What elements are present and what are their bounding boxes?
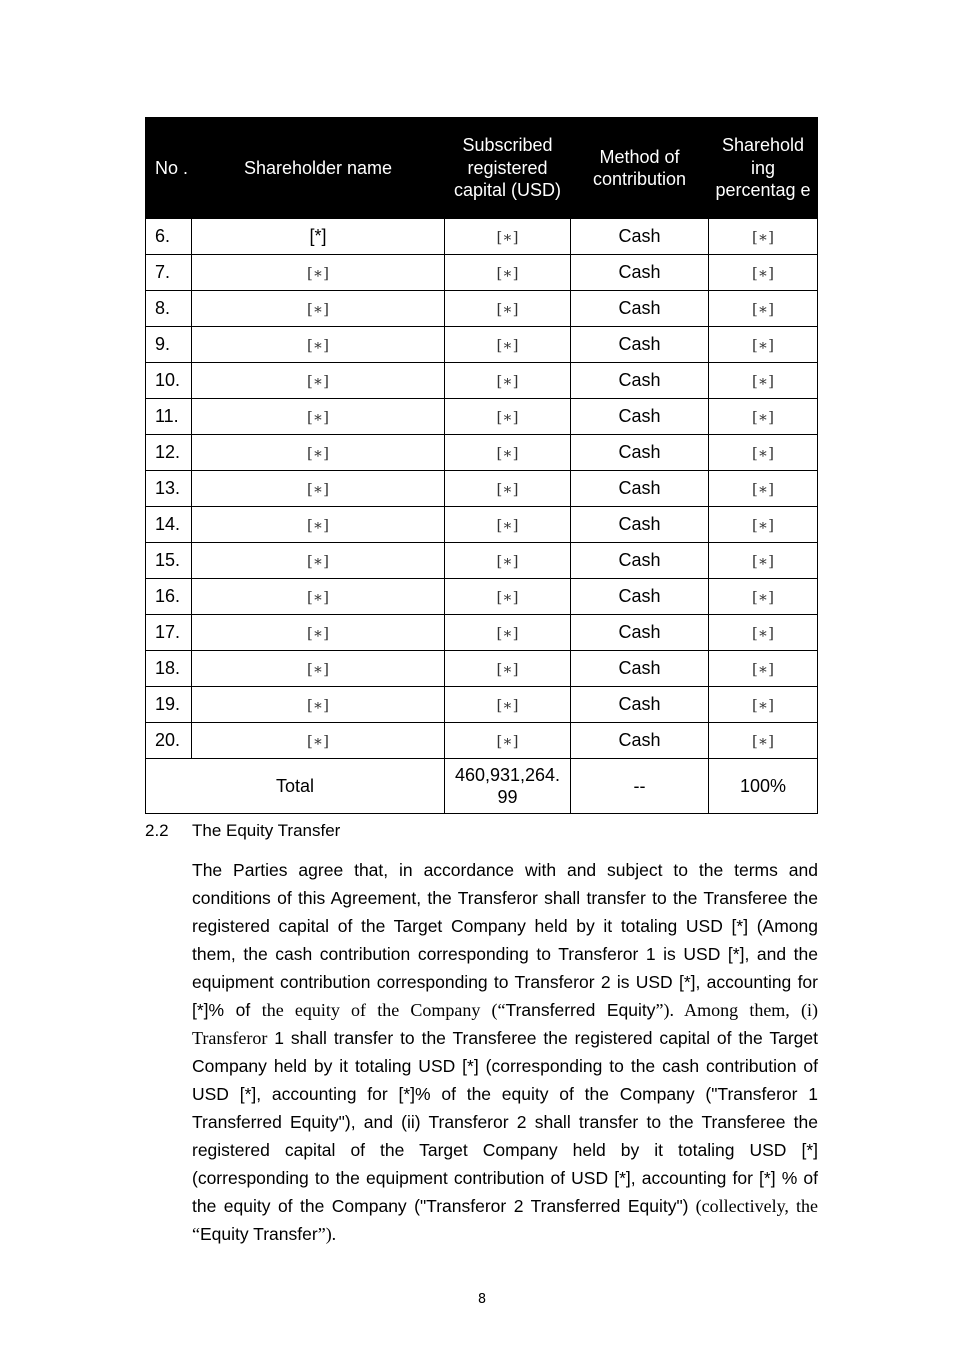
row-number: 19.	[146, 687, 192, 723]
table-row	[146, 723, 818, 759]
paragraph-text-8: ”).	[317, 1224, 337, 1244]
table-row	[146, 687, 818, 723]
row-subscribed-capital: [∗]	[445, 651, 571, 687]
row-subscribed-capital: [∗]	[445, 435, 571, 471]
row-number: 13.	[146, 471, 192, 507]
row-subscribed-capital: [∗]	[445, 363, 571, 399]
row-method: Cash	[571, 615, 709, 651]
table-total-row	[146, 759, 818, 814]
row-subscribed-capital: [∗]	[445, 543, 571, 579]
table-row	[146, 543, 818, 579]
row-shareholder-name: [∗]	[192, 507, 445, 543]
row-percentage: [∗]	[709, 507, 818, 543]
row-method: Cash	[571, 219, 709, 255]
table-header-row	[146, 118, 818, 219]
row-subscribed-capital: [∗]	[445, 327, 571, 363]
total-percentage: 100%	[709, 759, 818, 814]
row-method: Cash	[571, 723, 709, 759]
row-number: 17.	[146, 615, 192, 651]
header-method-of-contribution: Method of contribution	[571, 118, 709, 219]
table-row	[146, 363, 818, 399]
defined-term-equity-transfer: Equity Transfer	[200, 1224, 318, 1244]
table-row	[146, 471, 818, 507]
paragraph-text-2: the equity of the Company (“	[261, 1000, 506, 1020]
row-percentage: [∗]	[709, 327, 818, 363]
row-subscribed-capital: [∗]	[445, 615, 571, 651]
table-row	[146, 615, 818, 651]
paragraph-text-6: (collectively, the “	[192, 1196, 818, 1244]
row-number: 7.	[146, 255, 192, 291]
row-number: 16.	[146, 579, 192, 615]
table-row	[146, 255, 818, 291]
row-subscribed-capital: [∗]	[445, 723, 571, 759]
row-shareholder-name: [∗]	[192, 255, 445, 291]
row-method: Cash	[571, 327, 709, 363]
row-number: 14.	[146, 507, 192, 543]
table-row	[146, 651, 818, 687]
row-subscribed-capital: [∗]	[445, 579, 571, 615]
row-percentage: [∗]	[709, 399, 818, 435]
row-shareholder-name: [∗]	[192, 327, 445, 363]
page-number: 8	[477, 1292, 487, 1307]
defined-term-transferred-equity: Transferred Equity	[505, 1000, 656, 1020]
row-subscribed-capital: [∗]	[445, 291, 571, 327]
header-subscribed-capital: Subscribed registered capital (USD)	[445, 118, 571, 219]
table-row	[146, 219, 818, 255]
row-number: 6.	[146, 219, 192, 255]
row-percentage: [∗]	[709, 579, 818, 615]
row-number: 15.	[146, 543, 192, 579]
total-capital	[445, 759, 571, 814]
table-row	[146, 435, 818, 471]
row-percentage: [∗]	[709, 363, 818, 399]
row-shareholder-name: [∗]	[192, 723, 445, 759]
row-percentage: [∗]	[709, 255, 818, 291]
row-shareholder-name: [∗]	[192, 651, 445, 687]
row-percentage: [∗]	[709, 471, 818, 507]
row-method: Cash	[571, 435, 709, 471]
row-subscribed-capital: [∗]	[445, 471, 571, 507]
row-number: 20.	[146, 723, 192, 759]
row-method: Cash	[571, 543, 709, 579]
row-number: 18.	[146, 651, 192, 687]
row-shareholder-name: [∗]	[192, 543, 445, 579]
shareholder-table	[145, 117, 818, 814]
paragraph-text-4: ”). Among them, (i) Transferor	[192, 1000, 818, 1048]
paragraph-text-5: 1 shall transfer to the Transferee the registered capital of the Target Company held by it totaling USD [*] (corresponding to the cash contribution of USD [*], accounting for [*]% of the equity of the Company ("Transferor 1 Transferred Equity"), and (ii) Transferor 2 shall transfer to the Transferee the registered capital of the Target Company held by it totaling USD [*] (corresponding to the equipment contribution of USD [*], accounting for [*] % of the equity of the Company ("Transferor 2 Transferred Equity")	[192, 1028, 818, 1216]
row-percentage: [∗]	[709, 219, 818, 255]
table-row	[146, 399, 818, 435]
row-shareholder-name: [∗]	[192, 435, 445, 471]
section-paragraph	[192, 856, 818, 1248]
row-number: 11.	[146, 399, 192, 435]
row-method: Cash	[571, 471, 709, 507]
row-method: Cash	[571, 507, 709, 543]
row-percentage: [∗]	[709, 435, 818, 471]
row-method: Cash	[571, 363, 709, 399]
table-body	[146, 219, 818, 814]
header-shareholder-name: Shareholder name	[192, 118, 445, 219]
row-percentage: [∗]	[709, 291, 818, 327]
paragraph-text-1: The Parties agree that, in accordance with and subject to the terms and conditions of this Agreement, the Transferor shall transfer to the Transferee the registered capital of the Target Company held by it totaling USD [*] (Among them, the cash contribution corresponding to Transferor 1 is USD [*], and the equipment contribution corresponding to Transferor 2 is USD [*], accounting for [*]% of	[192, 860, 818, 1020]
row-shareholder-name: [∗]	[192, 615, 445, 651]
table-row	[146, 507, 818, 543]
row-shareholder-name: [∗]	[192, 687, 445, 723]
row-number: 8.	[146, 291, 192, 327]
total-label: Total	[146, 759, 445, 814]
total-method: --	[571, 759, 709, 814]
row-percentage: [∗]	[709, 615, 818, 651]
row-shareholder-name: [*]	[192, 219, 445, 255]
row-number: 9.	[146, 327, 192, 363]
section-equity-transfer	[145, 820, 818, 1248]
header-shareholding-percentage: Sharehold ing percentag e	[709, 118, 818, 219]
row-shareholder-name: [∗]	[192, 579, 445, 615]
row-subscribed-capital: [∗]	[445, 255, 571, 291]
total-capital-line2: 99	[497, 787, 518, 807]
table-row	[146, 291, 818, 327]
row-number: 10.	[146, 363, 192, 399]
row-shareholder-name: [∗]	[192, 363, 445, 399]
header-no: No .	[146, 118, 192, 219]
row-method: Cash	[571, 651, 709, 687]
section-number: 2.2	[145, 821, 169, 840]
row-shareholder-name: [∗]	[192, 291, 445, 327]
row-method: Cash	[571, 255, 709, 291]
row-percentage: [∗]	[709, 687, 818, 723]
row-method: Cash	[571, 687, 709, 723]
row-percentage: [∗]	[709, 543, 818, 579]
section-heading	[145, 820, 818, 844]
row-subscribed-capital: [∗]	[445, 399, 571, 435]
row-subscribed-capital: [∗]	[445, 219, 571, 255]
row-method: Cash	[571, 579, 709, 615]
section-title: The Equity Transfer	[192, 821, 341, 840]
row-subscribed-capital: [∗]	[445, 687, 571, 723]
row-shareholder-name: [∗]	[192, 399, 445, 435]
row-percentage: [∗]	[709, 723, 818, 759]
table-row	[146, 579, 818, 615]
row-subscribed-capital: [∗]	[445, 507, 571, 543]
row-shareholder-name: [∗]	[192, 471, 445, 507]
row-method: Cash	[571, 291, 709, 327]
row-method: Cash	[571, 399, 709, 435]
table-row	[146, 327, 818, 363]
row-percentage: [∗]	[709, 651, 818, 687]
row-number: 12.	[146, 435, 192, 471]
total-capital-line1: 460,931,264.	[454, 765, 561, 785]
